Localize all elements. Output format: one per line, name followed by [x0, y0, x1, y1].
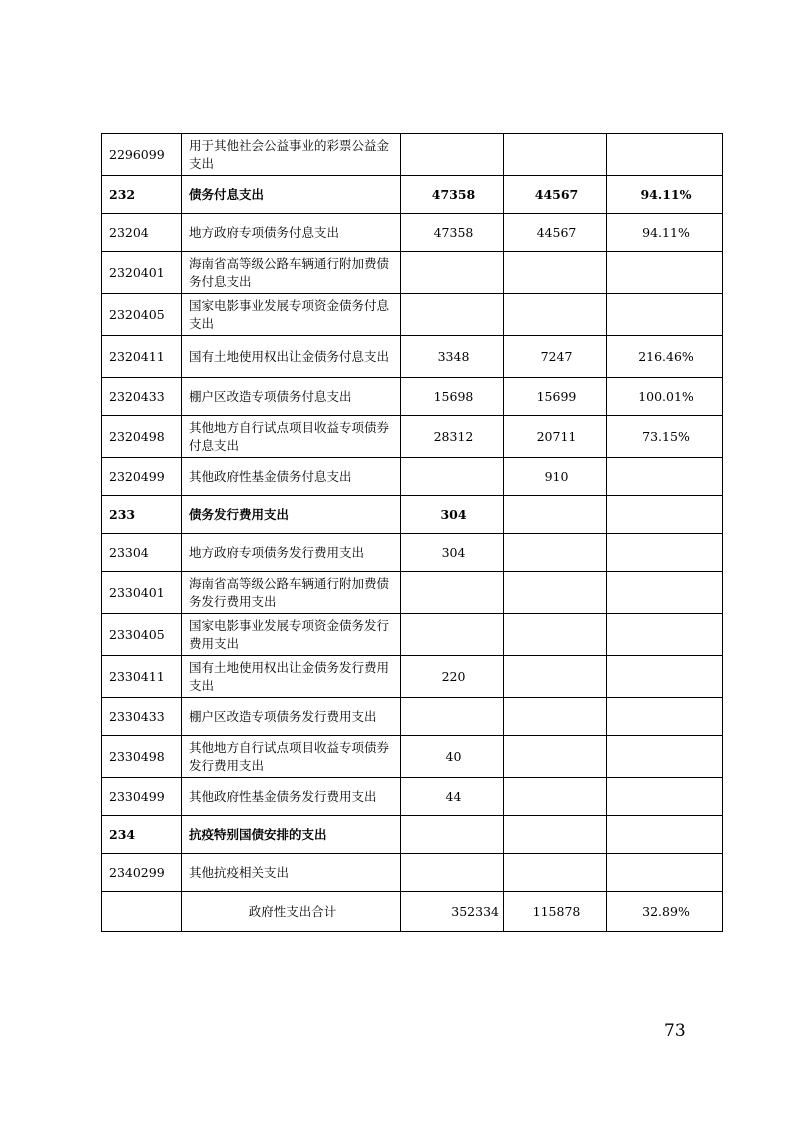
table-row: [102, 378, 723, 416]
row-name: 海南省高等级公路车辆通行附加费债务发行费用支出: [182, 572, 401, 614]
row-name: 海南省高等级公路车辆通行附加费债务付息支出: [182, 252, 401, 294]
row-code: 2296099: [102, 134, 182, 176]
row-budget-value: [401, 294, 504, 336]
row-actual-value: 7247: [504, 336, 607, 378]
table-row: [102, 336, 723, 378]
table-row: [102, 214, 723, 252]
row-budget-value: [401, 134, 504, 176]
row-actual-value: [504, 496, 607, 534]
row-name: 用于其他社会公益事业的彩票公益金支出: [182, 134, 401, 176]
row-actual-value: [504, 736, 607, 778]
row-percentage: [607, 294, 723, 336]
row-budget-value: 304: [401, 534, 504, 572]
table-row: [102, 416, 723, 458]
row-actual-value: [504, 816, 607, 854]
row-actual-value: [504, 656, 607, 698]
total-actual-value: 115878: [504, 892, 607, 932]
table-row: [102, 854, 723, 892]
row-code: 2320411: [102, 336, 182, 378]
table-row: [102, 458, 723, 496]
row-name: 抗疫特别国债安排的支出: [182, 816, 401, 854]
row-percentage: 73.15%: [607, 416, 723, 458]
row-name: 地方政府专项债务发行费用支出: [182, 534, 401, 572]
row-budget-value: 304: [401, 496, 504, 534]
row-percentage: [607, 698, 723, 736]
row-code: 2330401: [102, 572, 182, 614]
row-actual-value: [504, 698, 607, 736]
row-code: 233: [102, 496, 182, 534]
table-row: [102, 496, 723, 534]
row-percentage: [607, 572, 723, 614]
row-name: 国有土地使用权出让金债务发行费用支出: [182, 656, 401, 698]
row-code: 2330411: [102, 656, 182, 698]
row-budget-value: [401, 458, 504, 496]
row-budget-value: [401, 698, 504, 736]
row-percentage: [607, 736, 723, 778]
row-percentage: [607, 534, 723, 572]
row-budget-value: 28312: [401, 416, 504, 458]
row-name: 其他地方自行试点项目收益专项债券付息支出: [182, 416, 401, 458]
row-actual-value: [504, 854, 607, 892]
row-percentage: [607, 656, 723, 698]
row-code: 23204: [102, 214, 182, 252]
table-row: [102, 294, 723, 336]
row-code: 232: [102, 176, 182, 214]
row-name: 其他政府性基金债务发行费用支出: [182, 778, 401, 816]
row-percentage: [607, 854, 723, 892]
row-name: 其他政府性基金债务付息支出: [182, 458, 401, 496]
table-row: [102, 656, 723, 698]
row-actual-value: 44567: [504, 176, 607, 214]
row-budget-value: [401, 854, 504, 892]
row-budget-value: [401, 252, 504, 294]
row-actual-value: [504, 534, 607, 572]
row-actual-value: [504, 252, 607, 294]
table-row: [102, 698, 723, 736]
row-percentage: [607, 614, 723, 656]
table-body: [102, 134, 723, 892]
row-name: 其他地方自行试点项目收益专项债券发行费用支出: [182, 736, 401, 778]
row-budget-value: 15698: [401, 378, 504, 416]
row-code: 2330405: [102, 614, 182, 656]
total-percentage: 32.89%: [607, 892, 723, 932]
row-code: 23304: [102, 534, 182, 572]
row-percentage: [607, 816, 723, 854]
row-code: 2320433: [102, 378, 182, 416]
table-row: [102, 534, 723, 572]
table-row: [102, 572, 723, 614]
row-percentage: [607, 134, 723, 176]
row-actual-value: 44567: [504, 214, 607, 252]
row-budget-value: 47358: [401, 176, 504, 214]
row-budget-value: 40: [401, 736, 504, 778]
row-code: 2320498: [102, 416, 182, 458]
row-code: 2340299: [102, 854, 182, 892]
row-actual-value: [504, 294, 607, 336]
row-percentage: [607, 496, 723, 534]
row-percentage: 100.01%: [607, 378, 723, 416]
row-code: 2320499: [102, 458, 182, 496]
table-row: [102, 736, 723, 778]
total-row: [102, 892, 723, 932]
expenditure-table: [101, 133, 723, 932]
row-name: 国家电影事业发展专项资金债务付息支出: [182, 294, 401, 336]
table-row: [102, 252, 723, 294]
table-row: [102, 614, 723, 656]
row-actual-value: 20711: [504, 416, 607, 458]
row-budget-value: 47358: [401, 214, 504, 252]
row-percentage: [607, 458, 723, 496]
row-actual-value: [504, 572, 607, 614]
row-name: 棚户区改造专项债务付息支出: [182, 378, 401, 416]
row-actual-value: [504, 614, 607, 656]
row-code: 2320401: [102, 252, 182, 294]
row-percentage: 94.11%: [607, 176, 723, 214]
row-name: 国家电影事业发展专项资金债务发行费用支出: [182, 614, 401, 656]
row-percentage: [607, 252, 723, 294]
row-name: 地方政府专项债务付息支出: [182, 214, 401, 252]
row-percentage: 94.11%: [607, 214, 723, 252]
row-percentage: 216.46%: [607, 336, 723, 378]
row-name: 棚户区改造专项债务发行费用支出: [182, 698, 401, 736]
row-code: 2330499: [102, 778, 182, 816]
row-budget-value: 3348: [401, 336, 504, 378]
row-code: 2330433: [102, 698, 182, 736]
row-actual-value: 15699: [504, 378, 607, 416]
row-code: 2320405: [102, 294, 182, 336]
row-name: 其他抗疫相关支出: [182, 854, 401, 892]
table-row: [102, 134, 723, 176]
page-number: 73: [664, 1021, 686, 1041]
row-budget-value: 220: [401, 656, 504, 698]
row-actual-value: [504, 134, 607, 176]
row-budget-value: [401, 572, 504, 614]
table-row: [102, 816, 723, 854]
row-name: 国有土地使用权出让金债务付息支出: [182, 336, 401, 378]
table-row: [102, 176, 723, 214]
row-budget-value: [401, 614, 504, 656]
row-name: 债务发行费用支出: [182, 496, 401, 534]
row-name: 债务付息支出: [182, 176, 401, 214]
total-budget-value: 352334: [401, 892, 504, 932]
table-row: [102, 778, 723, 816]
row-percentage: [607, 778, 723, 816]
total-code: [102, 892, 182, 932]
row-actual-value: 910: [504, 458, 607, 496]
row-code: 2330498: [102, 736, 182, 778]
row-budget-value: [401, 816, 504, 854]
row-budget-value: 44: [401, 778, 504, 816]
row-code: 234: [102, 816, 182, 854]
total-name: 政府性支出合计: [182, 892, 401, 932]
row-actual-value: [504, 778, 607, 816]
